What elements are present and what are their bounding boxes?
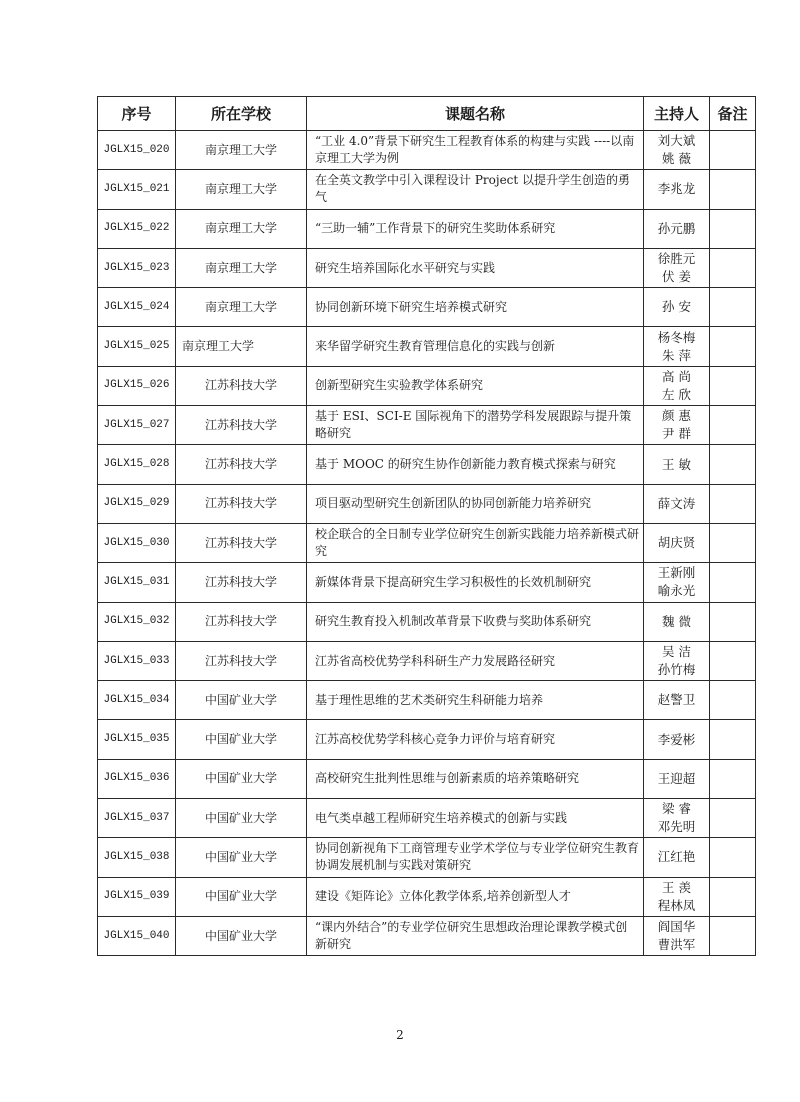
row-school: 中国矿业大学: [176, 799, 307, 838]
table-row: [98, 131, 756, 170]
row-notes: [710, 366, 756, 405]
table-row: [98, 366, 756, 405]
row-notes: [710, 799, 756, 838]
host-name: 魏 微: [662, 613, 691, 629]
row-host: [644, 445, 710, 484]
row-topic: “三助一辅”工作背景下的研究生奖助体系研究: [307, 209, 644, 248]
row-notes: [710, 170, 756, 209]
row-host: [644, 366, 710, 405]
row-host: [644, 799, 710, 838]
host-name: 吴 洁: [662, 644, 691, 659]
table-body: [98, 131, 756, 956]
host-name: 伏 姜: [662, 269, 691, 285]
row-serial: JGLX15_028: [98, 445, 176, 484]
row-serial: JGLX15_038: [98, 838, 176, 877]
row-serial: JGLX15_037: [98, 799, 176, 838]
host-name: 姚 薇: [662, 151, 691, 167]
row-host: [644, 131, 710, 170]
table-row: [98, 288, 756, 327]
row-topic: 高校研究生批判性思维与创新素质的培养策略研究: [307, 759, 644, 798]
row-host: [644, 681, 710, 720]
row-topic: 电气类卓越工程师研究生培养模式的创新与实践: [307, 799, 644, 838]
table-row: [98, 170, 756, 209]
host-name: 王 羡: [662, 879, 691, 895]
project-table: [97, 96, 756, 956]
row-serial: JGLX15_030: [98, 523, 176, 562]
row-serial: JGLX15_040: [98, 916, 176, 955]
table-row: [98, 681, 756, 720]
row-school: 中国矿业大学: [176, 838, 307, 877]
host-name: 喻永光: [657, 583, 696, 599]
row-host: [644, 288, 710, 327]
row-topic: “工业 4.0”背景下研究生工程教育体系的构建与实践 ----以南京理工大学为例: [307, 131, 644, 170]
page-number: 2: [396, 1028, 404, 1042]
table-row: [98, 563, 756, 602]
host-name: 孙竹梅: [657, 662, 696, 677]
row-serial: JGLX15_033: [98, 641, 176, 680]
row-host: [644, 170, 710, 209]
row-notes: [710, 563, 756, 602]
table-row: [98, 445, 756, 484]
row-notes: [710, 838, 756, 877]
table-row: [98, 759, 756, 798]
row-school: 江苏科技大学: [176, 366, 307, 405]
host-name: 李爱彬: [657, 731, 696, 747]
host-name: 梁 睿: [662, 801, 691, 817]
table-row: [98, 602, 756, 641]
row-serial: JGLX15_032: [98, 602, 176, 641]
row-host: [644, 209, 710, 248]
host-name: 王迎超: [657, 770, 696, 786]
row-serial: JGLX15_031: [98, 563, 176, 602]
row-host: [644, 406, 710, 445]
header-school: 所在学校: [176, 97, 307, 131]
row-serial: JGLX15_029: [98, 484, 176, 523]
host-name: 曹洪军: [657, 937, 696, 953]
row-school: 南京理工大学: [176, 248, 307, 287]
row-host: [644, 563, 710, 602]
row-topic: 来华留学研究生教育管理信息化的实践与创新: [307, 327, 644, 366]
row-topic: “课内外结合”的专业学位研究生思想政治理论课教学模式创新研究: [307, 916, 644, 955]
row-school: 江苏科技大学: [176, 406, 307, 445]
row-notes: [710, 759, 756, 798]
row-school: 江苏科技大学: [176, 445, 307, 484]
table-row: [98, 877, 756, 916]
row-host: [644, 838, 710, 877]
row-school: 江苏科技大学: [176, 602, 307, 641]
row-school: 南京理工大学: [176, 327, 307, 366]
host-name: 赵警卫: [657, 692, 696, 708]
table-row: [98, 209, 756, 248]
row-notes: [710, 877, 756, 916]
row-notes: [710, 602, 756, 641]
host-name: 杨冬梅: [657, 329, 696, 345]
table-row: [98, 916, 756, 955]
row-notes: [710, 209, 756, 248]
row-topic: 校企联合的全日制专业学位研究生创新实践能力培养新模式研究: [307, 523, 644, 562]
row-notes: [710, 445, 756, 484]
row-serial: JGLX15_036: [98, 759, 176, 798]
host-name: 左 欣: [662, 386, 691, 402]
row-school: 中国矿业大学: [176, 720, 307, 759]
host-name: 薛文涛: [657, 495, 696, 511]
host-name: 孙 安: [662, 299, 691, 315]
header-serial: 序号: [98, 97, 176, 131]
table-row: [98, 248, 756, 287]
row-host: [644, 759, 710, 798]
host-name: 胡庆贤: [657, 535, 696, 551]
host-name: 王 敏: [662, 456, 691, 472]
row-school: 江苏科技大学: [176, 563, 307, 602]
row-school: 南京理工大学: [176, 288, 307, 327]
row-serial: JGLX15_022: [98, 209, 176, 248]
row-school: 中国矿业大学: [176, 877, 307, 916]
row-serial: JGLX15_039: [98, 877, 176, 916]
row-topic: 创新型研究生实验教学体系研究: [307, 366, 644, 405]
row-school: 中国矿业大学: [176, 681, 307, 720]
row-school: 南京理工大学: [176, 170, 307, 209]
row-topic: 研究生培养国际化水平研究与实践: [307, 248, 644, 287]
table-row: [98, 720, 756, 759]
row-notes: [710, 916, 756, 955]
host-name: 高 尚: [662, 368, 691, 384]
row-school: 江苏科技大学: [176, 641, 307, 680]
row-school: 江苏科技大学: [176, 523, 307, 562]
row-host: [644, 720, 710, 759]
row-notes: [710, 406, 756, 445]
row-school: 江苏科技大学: [176, 484, 307, 523]
table-row: [98, 838, 756, 877]
host-name: 李兆龙: [657, 181, 696, 197]
row-topic: 基于理性思维的艺术类研究生科研能力培养: [307, 681, 644, 720]
row-topic: 项目驱动型研究生创新团队的协同创新能力培养研究: [307, 484, 644, 523]
row-serial: JGLX15_035: [98, 720, 176, 759]
row-notes: [710, 131, 756, 170]
row-notes: [710, 288, 756, 327]
header-host: 主持人: [644, 97, 710, 131]
row-school: 南京理工大学: [176, 131, 307, 170]
host-name: 徐胜元: [657, 251, 696, 267]
host-name: 刘大斌: [657, 133, 696, 149]
table-row: [98, 484, 756, 523]
host-name: 江红艳: [657, 849, 696, 865]
host-name: 颜 惠: [662, 408, 691, 424]
row-notes: [710, 327, 756, 366]
row-school: 南京理工大学: [176, 209, 307, 248]
row-notes: [710, 681, 756, 720]
row-host: [644, 484, 710, 523]
row-host: [644, 602, 710, 641]
row-topic: 在全英文教学中引入课程设计 Project 以提升学生创造的勇气: [307, 170, 644, 209]
host-name: 王新刚: [657, 565, 696, 581]
row-notes: [710, 641, 756, 680]
row-host: [644, 327, 710, 366]
row-topic: 基于 MOOC 的研究生协作创新能力教育模式探索与研究: [307, 445, 644, 484]
row-topic: 研究生教育投入机制改革背景下收费与奖助体系研究: [307, 602, 644, 641]
row-notes: [710, 720, 756, 759]
table-row: [98, 327, 756, 366]
row-topic: 新媒体背景下提高研究生学习积极性的长效机制研究: [307, 563, 644, 602]
table-row: [98, 406, 756, 445]
row-serial: JGLX15_034: [98, 681, 176, 720]
host-name: 孙元鹏: [657, 220, 696, 236]
row-serial: JGLX15_026: [98, 366, 176, 405]
row-host: [644, 248, 710, 287]
host-name: 尹 群: [662, 426, 691, 442]
row-notes: [710, 523, 756, 562]
header-notes: 备注: [710, 97, 756, 131]
table-row: [98, 523, 756, 562]
row-notes: [710, 484, 756, 523]
table-row: [98, 799, 756, 838]
host-name: 程林凤: [657, 897, 696, 913]
row-topic: 基于 ESI、SCI-E 国际视角下的潜势学科发展跟踪与提升策略研究: [307, 406, 644, 445]
host-name: 邓先明: [657, 819, 696, 835]
row-topic: 建设《矩阵论》立体化教学体系,培养创新型人才: [307, 877, 644, 916]
host-name: 阎国华: [657, 919, 696, 935]
header-topic: 课题名称: [307, 97, 644, 131]
row-serial: JGLX15_025: [98, 327, 176, 366]
row-serial: JGLX15_024: [98, 288, 176, 327]
row-serial: JGLX15_020: [98, 131, 176, 170]
row-host: [644, 916, 710, 955]
row-host: [644, 641, 710, 680]
row-host: [644, 877, 710, 916]
row-topic: 江苏省高校优势学科科研生产力发展路径研究: [307, 641, 644, 680]
row-notes: [710, 248, 756, 287]
row-topic: 协同创新视角下工商管理专业学术学位与专业学位研究生教育协调发展机制与实践对策研究: [307, 838, 644, 877]
host-name: 朱 萍: [662, 347, 691, 363]
row-serial: JGLX15_021: [98, 170, 176, 209]
row-topic: 协同创新环境下研究生培养模式研究: [307, 288, 644, 327]
table-row: [98, 641, 756, 680]
row-host: [644, 523, 710, 562]
row-serial: JGLX15_023: [98, 248, 176, 287]
row-topic: 江苏高校优势学科核心竞争力评价与培育研究: [307, 720, 644, 759]
row-serial: JGLX15_027: [98, 406, 176, 445]
table-header-row: [98, 97, 756, 131]
row-school: 中国矿业大学: [176, 916, 307, 955]
row-school: 中国矿业大学: [176, 759, 307, 798]
